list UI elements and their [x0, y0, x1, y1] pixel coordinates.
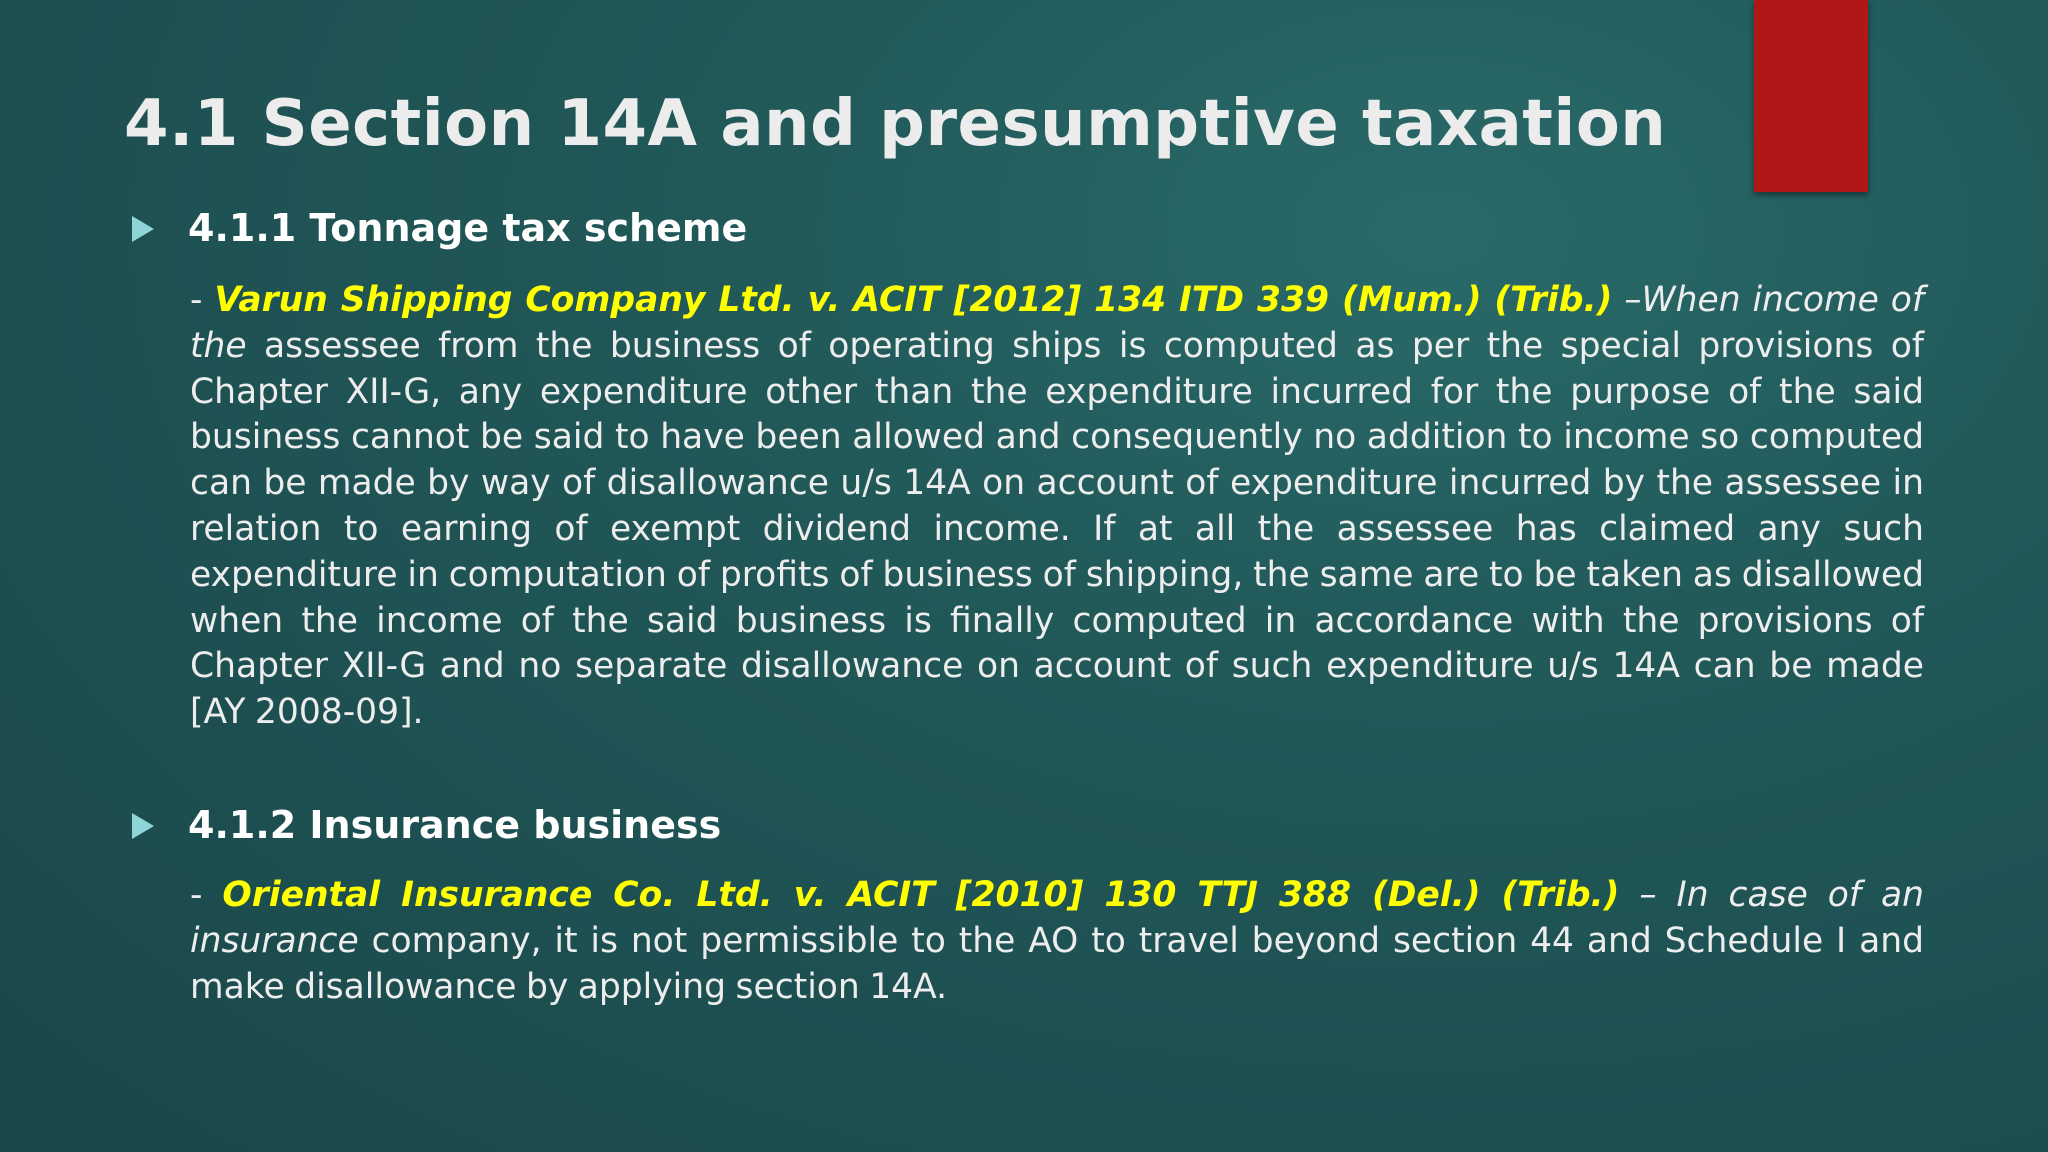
- dash: -: [190, 875, 223, 915]
- case-paragraph-varun-shipping: [190, 278, 1924, 736]
- heading-text: 4.1.2 Insurance business: [188, 803, 722, 847]
- bullet-arrow-icon: [132, 216, 154, 242]
- case-paragraph-oriental-insurance: [190, 873, 1924, 1010]
- heading-text: 4.1.1 Tonnage tax scheme: [188, 206, 748, 250]
- case-citation: Varun Shipping Company Ltd. v. ACIT [2012] 134 ITD 339 (Mum.) (Trib.): [214, 280, 1613, 320]
- red-accent-bar: [1754, 0, 1868, 192]
- body-text: company, it is not permissible to the AO to travel beyond section 44 and Schedule I and make disallowance by applying section 14A.: [190, 920, 1924, 1007]
- slide-title: 4.1 Section 14A and presumptive taxation: [124, 87, 1667, 161]
- bullet-heading-insurance: [132, 803, 721, 849]
- lead-italic-text: – In case of an insurance: [190, 875, 1925, 961]
- bullet-arrow-icon: [132, 813, 154, 839]
- body-text: assessee from the business of operating ships is computed as per the special provisions of Chapter XII-G, any expenditure other than the expenditure incurred for the purpose of the said business cannot be said to have been allowed and consequently no addition to income so computed can be made by way of disallowance u/s 14A on account of expenditure incurred by the assessee in relation to earning of exempt dividend income. If at all the assessee has claimed any such expenditure in computation of profits of business of shipping, the same are to be taken as disallowed when the income of the said business is finally computed in accordance with the provisions of Chapter XII-G and no separate disallowance on account of such expenditure u/s 14A can be made [AY 2008-09].: [190, 325, 1924, 733]
- case-citation: Oriental Insurance Co. Ltd. v. ACIT [2010] 130 TTJ 388 (Del.) (Trib.): [222, 875, 1620, 915]
- bullet-heading-tonnage-tax: [132, 206, 747, 252]
- dash: -: [190, 280, 215, 320]
- lead-italic-text: –When income of the: [190, 280, 1924, 366]
